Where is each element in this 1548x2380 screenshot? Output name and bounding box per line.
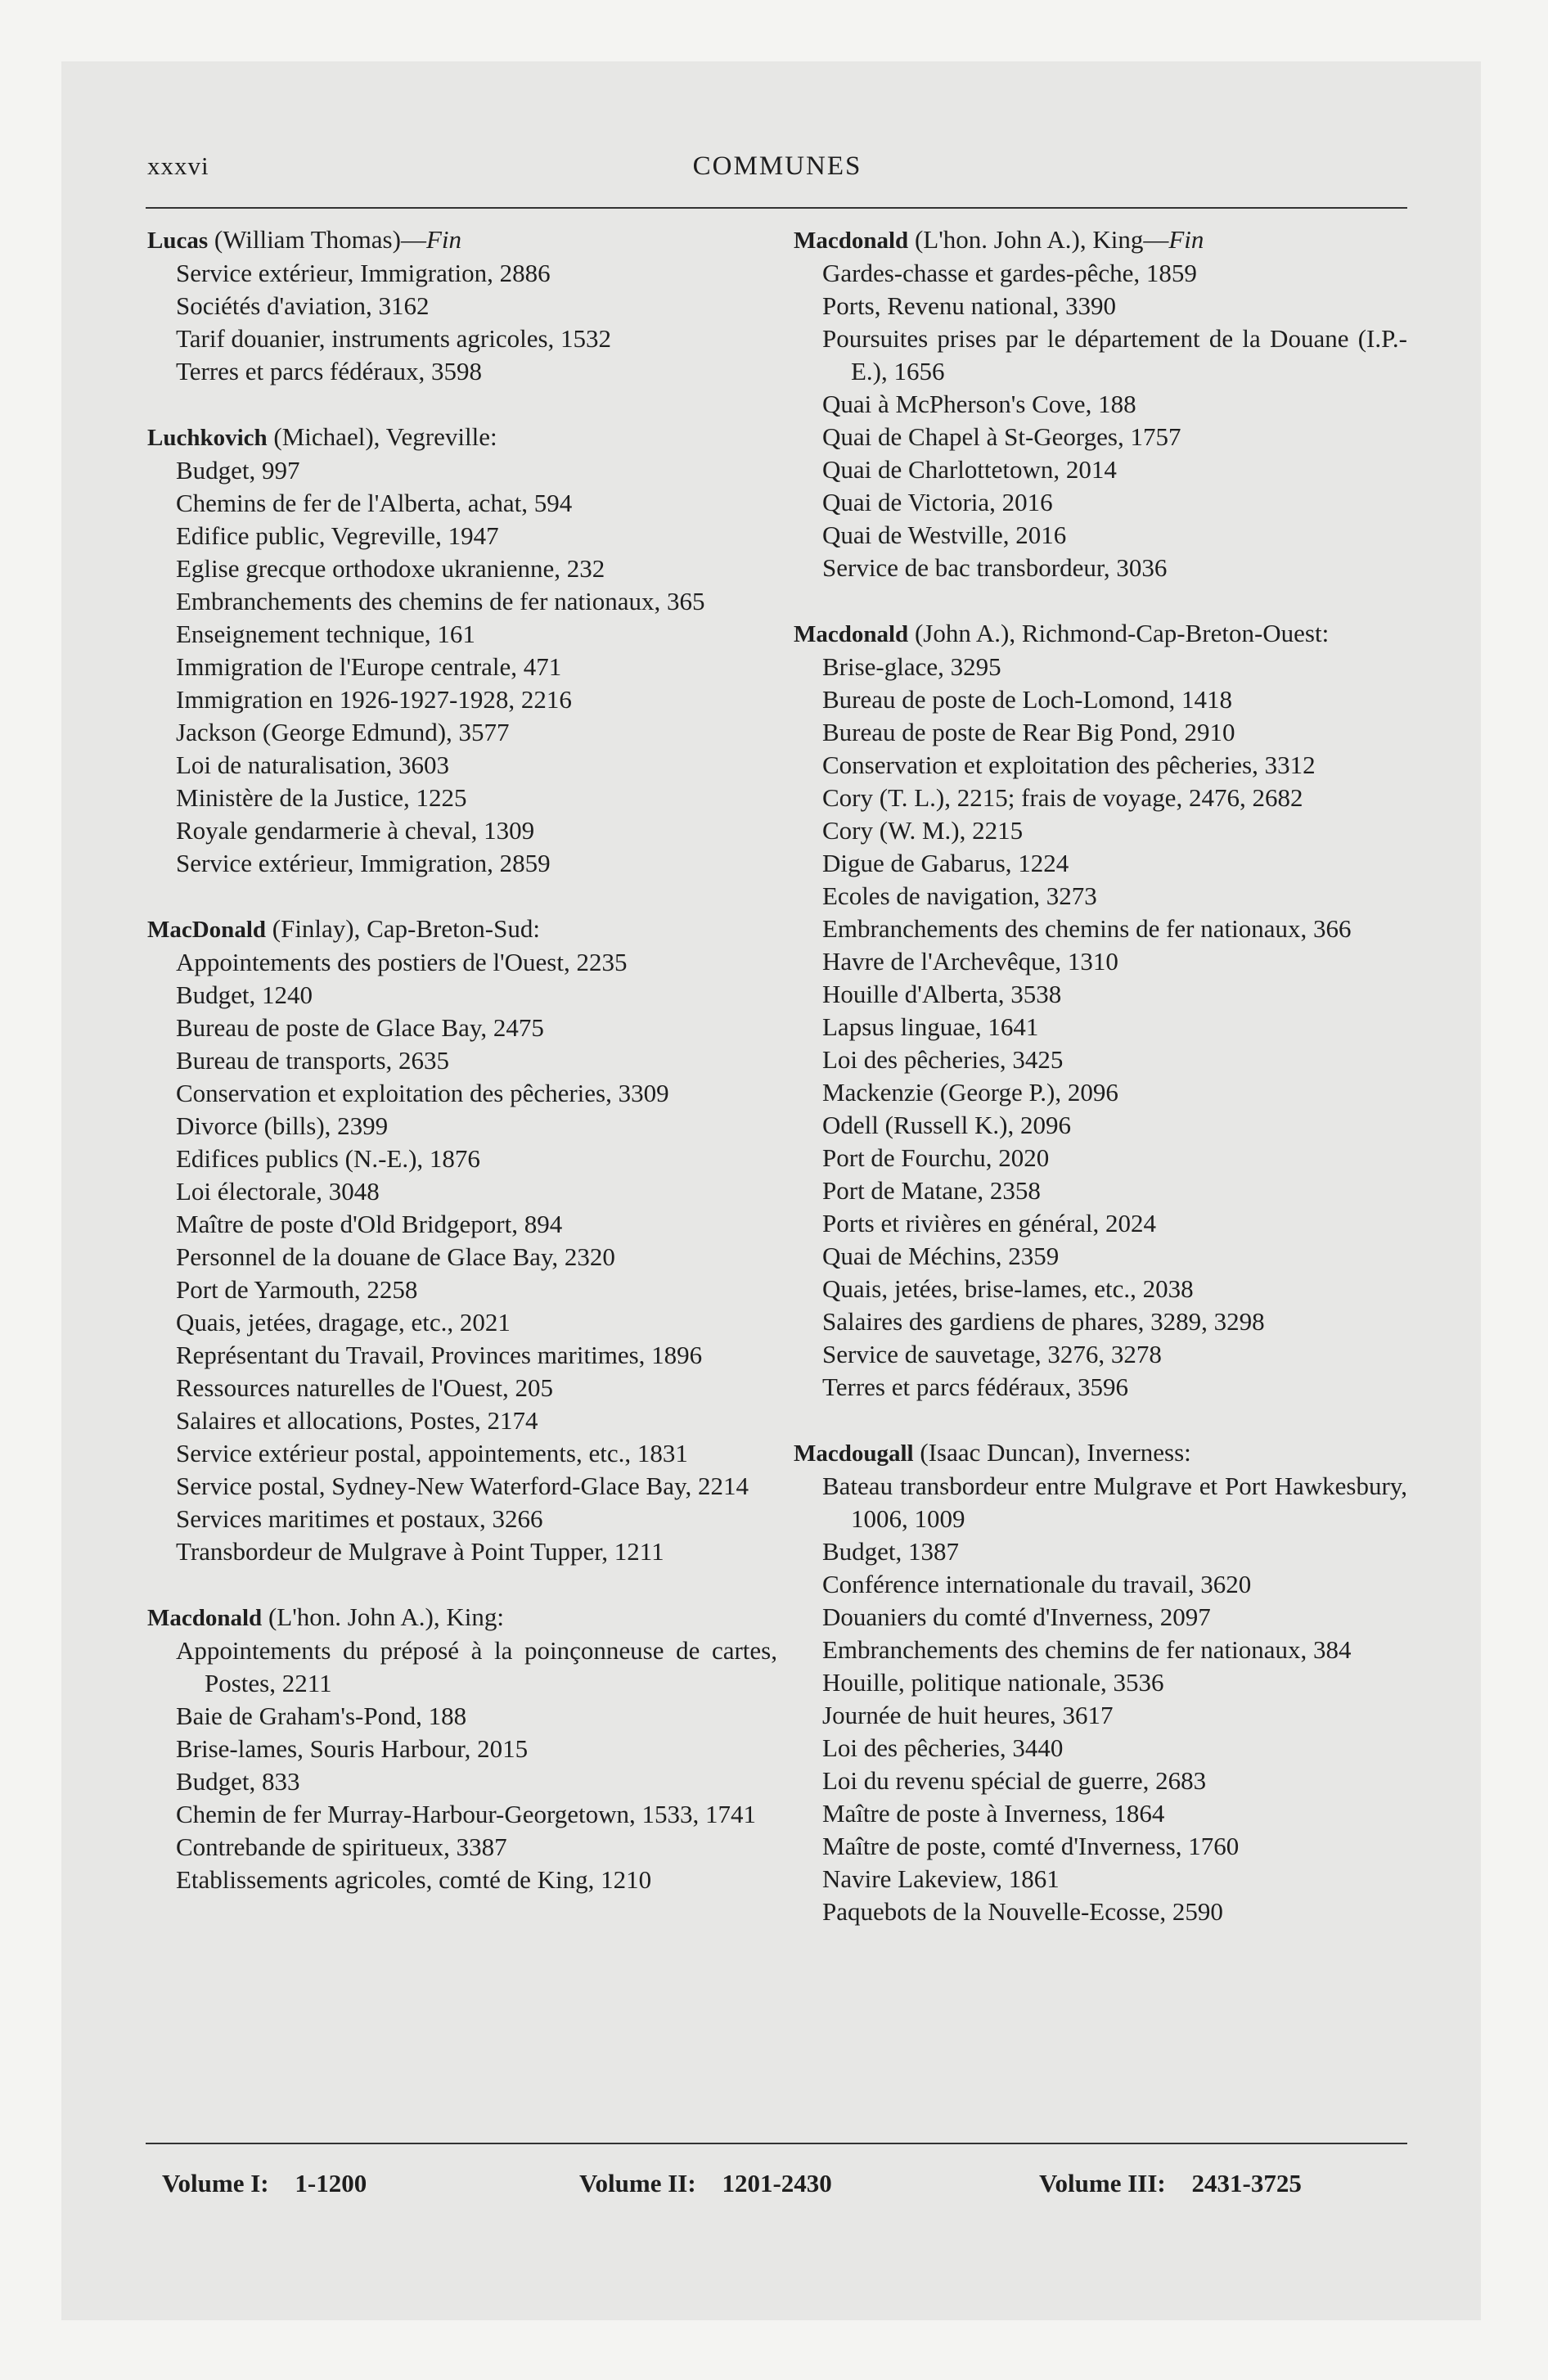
index-subentry: Divorce (bills), 2399 — [176, 1111, 389, 1140]
index-subentry: Digue de Gabarus, 1224 — [822, 849, 1069, 877]
index-subentry: Ecoles de navigation, 3273 — [822, 881, 1097, 910]
page-number: xxxvi — [147, 151, 209, 180]
index-subentry: Maître de poste d'Old Bridgeport, 894 — [176, 1210, 563, 1238]
index-subentry: Enseignement technique, 161 — [176, 620, 475, 648]
index-subentry: Services maritimes et postaux, 3266 — [176, 1504, 543, 1533]
index-subentry: Houille, politique nationale, 3536 — [822, 1668, 1164, 1697]
index-subentry: Douaniers du comté d'Inverness, 2097 — [822, 1602, 1211, 1631]
index-subentry: Brise-glace, 3295 — [822, 652, 1001, 681]
index-subentry: Bureau de poste de Rear Big Pond, 2910 — [822, 718, 1235, 746]
index-subentry: Loi électorale, 3048 — [176, 1177, 380, 1206]
index-subentry: Ressources naturelles de l'Ouest, 205 — [176, 1373, 554, 1402]
index-subentry: Quai de Charlottetown, 2014 — [822, 455, 1117, 484]
index-subentry: Maître de poste, comté d'Inverness, 1760 — [822, 1832, 1240, 1860]
index-subentry: Poursuites prises par le département de la Douane (I.P.-E.), 1656 — [822, 324, 1407, 385]
left-column — [147, 223, 777, 1929]
index-entry — [147, 913, 777, 1568]
member-name: Macdonald — [147, 1605, 263, 1631]
index-entry — [794, 223, 1407, 584]
footer-volume-3 — [1039, 2169, 1302, 2198]
index-subentry: Brise-lames, Souris Harbour, 2015 — [176, 1734, 529, 1763]
member-name: Luchkovich — [147, 425, 268, 451]
index-subentry: Service postal, Sydney-New Waterford-Glace Bay, 2214 — [176, 1472, 749, 1500]
entry-heading — [147, 421, 777, 454]
index-subentry: Port de Fourchu, 2020 — [822, 1143, 1050, 1172]
index-subentry: Embranchements des chemins de fer nationaux, 384 — [822, 1635, 1352, 1664]
index-subentry: Bureau de poste de Loch-Lomond, 1418 — [822, 685, 1233, 714]
index-subentry: Houille d'Alberta, 3538 — [822, 980, 1062, 1008]
index-subentry: Terres et parcs fédéraux, 3598 — [176, 357, 482, 385]
member-riding: (L'hon. John A.), King: — [262, 1602, 504, 1631]
index-entry — [794, 617, 1407, 1404]
index-subentry: Cory (T. L.), 2215; frais de voyage, 2476, 2682 — [822, 783, 1303, 812]
index-subentry: Appointements du préposé à la poinçonneuse de cartes, Postes, 2211 — [176, 1636, 777, 1697]
index-subentry: Edifice public, Vegreville, 1947 — [176, 521, 499, 550]
footer-volume-2 — [579, 2169, 832, 2198]
member-name: Macdonald — [794, 621, 909, 647]
member-name: Lucas — [147, 228, 209, 254]
member-riding: (William Thomas)— — [208, 225, 426, 254]
footer-volume-1 — [162, 2169, 367, 2198]
index-subentry: Transbordeur de Mulgrave à Point Tupper, 1211 — [176, 1537, 664, 1566]
index-entry — [147, 223, 777, 388]
member-name: Macdonald — [794, 228, 909, 254]
index-subentry: Loi de naturalisation, 3603 — [176, 751, 450, 779]
header-rule — [146, 207, 1407, 209]
index-subentry: Gardes-chasse et gardes-pêche, 1859 — [822, 259, 1197, 287]
index-subentry: Quai de Chapel à St-Georges, 1757 — [822, 422, 1181, 451]
entry-heading — [147, 223, 777, 257]
index-subentry: Conservation et exploitation des pêcheries, 3312 — [822, 751, 1316, 779]
index-subentry: Budget, 1240 — [176, 980, 313, 1009]
page-header — [147, 151, 1407, 192]
index-subentry: Loi des pêcheries, 3425 — [822, 1045, 1064, 1074]
index-entry — [794, 1436, 1407, 1928]
index-subentry: Lapsus linguae, 1641 — [822, 1012, 1039, 1041]
entry-heading — [147, 913, 777, 946]
index-subentry: Quais, jetées, brise-lames, etc., 2038 — [822, 1274, 1194, 1303]
member-riding: (Isaac Duncan), Inverness: — [913, 1438, 1191, 1467]
index-subentry: Conservation et exploitation des pêcheries, 3309 — [176, 1079, 669, 1107]
index-subentry: Représentant du Travail, Provinces maritimes, 1896 — [176, 1341, 703, 1369]
index-subentry: Bureau de poste de Glace Bay, 2475 — [176, 1013, 544, 1042]
index-subentry: Port de Matane, 2358 — [822, 1176, 1041, 1205]
index-subentry: Immigration en 1926-1927-1928, 2216 — [176, 685, 572, 714]
index-subentry: Royale gendarmerie à cheval, 1309 — [176, 816, 535, 845]
index-subentry: Jackson (George Edmund), 3577 — [176, 718, 510, 746]
index-subentry: Loi du revenu spécial de guerre, 2683 — [822, 1766, 1207, 1795]
continuation-marker: Fin — [1168, 225, 1204, 254]
index-subentry: Mackenzie (George P.), 2096 — [822, 1078, 1118, 1107]
index-subentry: Ports et rivières en général, 2024 — [822, 1209, 1157, 1237]
volume-label: Volume II: — [579, 2169, 696, 2197]
index-subentry: Tarif douanier, instruments agricoles, 1532 — [176, 324, 612, 353]
index-subentry: Sociétés d'aviation, 3162 — [176, 291, 430, 320]
index-subentry: Salaires des gardiens de phares, 3289, 3298 — [822, 1307, 1265, 1336]
continuation-marker: Fin — [425, 225, 462, 254]
index-subentry: Budget, 1387 — [822, 1537, 960, 1566]
index-subentry: Maître de poste à Inverness, 1864 — [822, 1799, 1165, 1828]
index-subentry: Etablissements agricoles, comté de King, 1210 — [176, 1865, 652, 1894]
index-subentry: Bateau transbordeur entre Mulgrave et Port Hawkesbury, 1006, 1009 — [822, 1472, 1407, 1533]
index-subentry: Port de Yarmouth, 2258 — [176, 1275, 418, 1304]
index-subentry: Bureau de transports, 2635 — [176, 1046, 450, 1075]
entry-heading — [794, 223, 1407, 257]
index-subentry: Chemin de fer Murray-Harbour-Georgetown, 1533, 1741 — [176, 1800, 757, 1828]
right-column — [794, 223, 1407, 1961]
index-subentry: Budget, 833 — [176, 1767, 300, 1796]
volume-label: Volume I: — [162, 2169, 269, 2197]
index-subentry: Service de bac transbordeur, 3036 — [822, 553, 1168, 582]
index-subentry: Journée de huit heures, 3617 — [822, 1701, 1114, 1729]
index-subentry: Ports, Revenu national, 3390 — [822, 291, 1117, 320]
index-subentry: Embranchements des chemins de fer nationaux, 365 — [176, 587, 705, 615]
index-subentry: Navire Lakeview, 1861 — [822, 1864, 1060, 1893]
volume-range: 1-1200 — [295, 2169, 367, 2197]
member-name: Macdougall — [794, 1440, 914, 1467]
index-subentry: Conférence internationale du travail, 3620 — [822, 1570, 1252, 1598]
page-title: COMMUNES — [692, 151, 862, 181]
index-subentry: Eglise grecque orthodoxe ukranienne, 232 — [176, 554, 605, 583]
index-subentry: Havre de l'Archevêque, 1310 — [822, 947, 1118, 976]
index-subentry: Service extérieur postal, appointements, etc., 1831 — [176, 1439, 688, 1467]
member-riding: (L'hon. John A.), King— — [908, 225, 1169, 254]
index-subentry: Quai de Westville, 2016 — [822, 521, 1067, 549]
entry-heading — [794, 1436, 1407, 1470]
index-subentry: Loi des pêcheries, 3440 — [822, 1733, 1064, 1762]
index-subentry: Terres et parcs fédéraux, 3596 — [822, 1373, 1128, 1401]
member-riding: (Michael), Vegreville: — [267, 422, 497, 451]
index-entry — [147, 421, 777, 880]
index-subentry: Quai de Victoria, 2016 — [822, 488, 1053, 516]
volume-label: Volume III: — [1039, 2169, 1166, 2197]
footer-rule — [146, 2143, 1407, 2144]
entry-heading — [794, 617, 1407, 651]
volume-range: 1201-2430 — [722, 2169, 832, 2197]
entry-heading — [147, 1601, 777, 1634]
index-subentry: Odell (Russell K.), 2096 — [822, 1111, 1071, 1139]
index-subentry: Quai de Méchins, 2359 — [822, 1242, 1060, 1270]
index-subentry: Edifices publics (N.-E.), 1876 — [176, 1144, 480, 1173]
index-subentry: Service extérieur, Immigration, 2886 — [176, 259, 551, 287]
index-subentry: Immigration de l'Europe centrale, 471 — [176, 652, 562, 681]
index-subentry: Budget, 997 — [176, 456, 300, 485]
index-subentry: Personnel de la douane de Glace Bay, 2320 — [176, 1242, 615, 1271]
index-subentry: Quai à McPherson's Cove, 188 — [822, 390, 1136, 418]
index-subentry: Chemins de fer de l'Alberta, achat, 594 — [176, 489, 573, 517]
member-riding: (Finlay), Cap-Breton-Sud: — [266, 914, 540, 943]
index-subentry: Service extérieur, Immigration, 2859 — [176, 849, 551, 877]
index-entry — [147, 1601, 777, 1896]
member-riding: (John A.), Richmond-Cap-Breton-Ouest: — [908, 619, 1330, 647]
index-subentry: Appointements des postiers de l'Ouest, 2235 — [176, 948, 628, 976]
index-subentry: Ministère de la Justice, 1225 — [176, 783, 467, 812]
index-subentry: Cory (W. M.), 2215 — [822, 816, 1024, 845]
index-subentry: Embranchements des chemins de fer nationaux, 366 — [822, 914, 1352, 943]
index-subentry: Contrebande de spiritueux, 3387 — [176, 1832, 507, 1861]
index-subentry: Paquebots de la Nouvelle-Ecosse, 2590 — [822, 1897, 1223, 1926]
index-subentry: Salaires et allocations, Postes, 2174 — [176, 1406, 538, 1435]
index-subentry: Baie de Graham's-Pond, 188 — [176, 1702, 467, 1730]
member-name: MacDonald — [147, 917, 266, 943]
index-subentry: Service de sauvetage, 3276, 3278 — [822, 1340, 1162, 1368]
index-subentry: Quais, jetées, dragage, etc., 2021 — [176, 1308, 511, 1336]
volume-range: 2431-3725 — [1191, 2169, 1302, 2197]
